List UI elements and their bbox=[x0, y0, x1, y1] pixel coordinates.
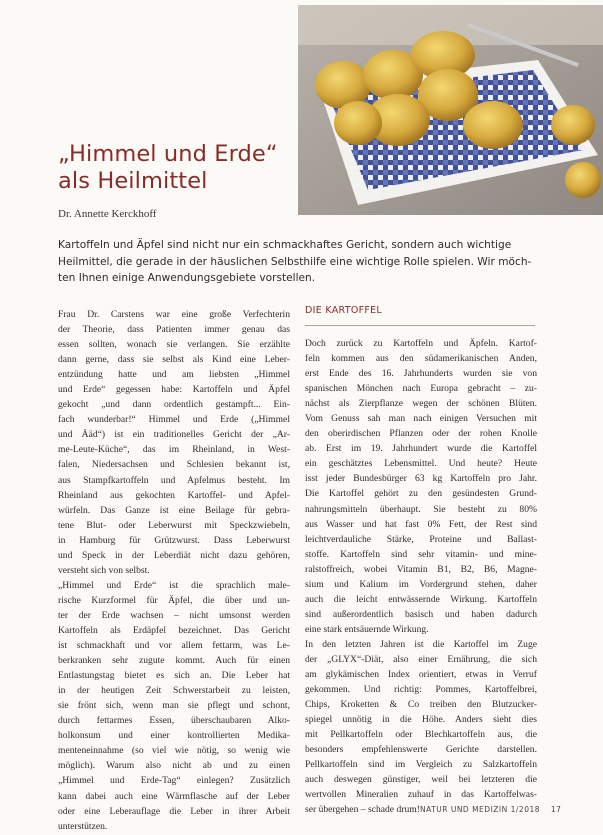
text-line: ser übergehen – schade drum! bbox=[305, 804, 420, 816]
text-line: durch fettarmes Essen, überschaubaren Alko- bbox=[58, 715, 290, 727]
text-line: sind außerordentlich basisch und haben dadurch bbox=[305, 608, 537, 620]
text-line: nächst als Zierpflanze wegen der schönen Blüten. bbox=[305, 398, 537, 410]
text-line: der Theorie, dass Patienten immer genau das bbox=[58, 324, 290, 336]
section-divider bbox=[305, 325, 535, 326]
text-line: menteneinnahme (so viel wie nötig, so wenig wie bbox=[58, 745, 290, 757]
text-line: Entlastungstag bietet es sich an. Die Leber hat bbox=[58, 670, 290, 682]
text-line: sium und Kalium im Vordergrund stehen, daher bbox=[305, 578, 537, 590]
text-line: ein geschätztes Lebensmittel. Und heute? Heute bbox=[305, 458, 537, 470]
text-line: holkonsum und einer kontrollierten Medika- bbox=[58, 730, 290, 742]
text-line: isst jeder Bundesbürger 63 kg Kartoffeln pro Jahr. bbox=[305, 473, 537, 485]
text-line: Doch zurück zu Kartoffeln und Äpfeln. Kartof- bbox=[305, 338, 537, 349]
intro-line: Heilmittel, die gerade in der häuslichen Selbsthilfe eine wichtige Rolle spielen. Wir möch- bbox=[58, 255, 532, 268]
text-line: berkranken sehr zugute kommt. Auch für einen bbox=[58, 655, 290, 667]
text-line: oder eine Leberauflage die Leber in ihrer Arbeit bbox=[58, 805, 290, 817]
title-line-1: „Himmel und Erde“ bbox=[58, 141, 278, 167]
text-line: in Hamburg für Grützwurst. Dass Leberwurst bbox=[58, 534, 290, 546]
text-line: ist schmackhaft und vor allem fettarm, was Le- bbox=[58, 640, 290, 652]
text-line: spanischen Mönchen nach Europa gebracht – zu- bbox=[305, 383, 537, 395]
potato-photo bbox=[298, 5, 603, 215]
text-line: fach wunderbar!“ Himmel und Erde („Himmel bbox=[58, 414, 290, 426]
text-line: ab. Erst im 19. Jahrhundert wurde die Kartoffel bbox=[305, 443, 537, 455]
text-line: erst Ende des 16. Jahrhunderts wurden sie von bbox=[305, 368, 537, 380]
text-line: der „GLYX“-Diät, also einer Ernährung, die sich bbox=[305, 653, 537, 665]
text-line: spiegel unnötig in die Höhe. Anders sieht dies bbox=[305, 714, 537, 726]
text-line: würfeln. Das Ganze ist eine Beilage für gebra- bbox=[58, 504, 290, 516]
right-column bbox=[305, 336, 537, 818]
text-line: und Speck in der Leberdiät nicht dazu gehören, bbox=[58, 549, 290, 561]
intro-paragraph bbox=[58, 237, 558, 287]
text-line: mit Pellkartoffeln oder Blechkartoffeln aus, die bbox=[305, 729, 537, 741]
text-line: In den letzten Jahren ist die Kartoffel im Zuge bbox=[305, 638, 537, 650]
text-line: „Himmel und Erde-Tag“ einlegen? Zusätzlich bbox=[58, 775, 290, 787]
text-line: auch deswegen günstiger, weil bei letzteren die bbox=[305, 774, 537, 786]
text-line: Kartoffeln als Erdäpfel bezeichnet. Das Gericht bbox=[58, 624, 290, 636]
intro-line: Kartoffeln und Äpfel sind nicht nur ein schmackhaftes Gericht, sondern auch wichtige bbox=[58, 239, 512, 251]
text-line: den oberirdischen Pflanzen oder der rohen Knolle bbox=[305, 428, 537, 440]
text-line: „Himmel und Erde“ ist die sprachlich male- bbox=[58, 579, 290, 591]
text-line: tene Blut- oder Leberwurst mit Speckzwiebeln, bbox=[58, 519, 290, 531]
text-line: dann gerne, dass sie selbst als Kind eine Leber- bbox=[58, 354, 290, 366]
text-line: aus Stampfkartoffeln und Apfelmus besteht. Im bbox=[58, 474, 290, 486]
text-line: besonders empfehlenswerte Gerichte darstellen. bbox=[305, 744, 537, 756]
text-line: Pellkartoffeln sind im Vergleich zu Salzkartoffeln bbox=[305, 759, 537, 771]
text-line: ralstoffreich, wobei Vitamin B1, B2, B6, Magne- bbox=[305, 563, 537, 575]
text-line: gekocht „und dann ordentlich gestampft... Ein- bbox=[58, 399, 290, 411]
text-line: rische Kurzformel für Äpfel, die über und un- bbox=[58, 594, 290, 606]
title-line-2: als Heilmittel bbox=[58, 168, 208, 194]
text-line: und Ääd“) ist ein traditionelles Gericht der „Ar- bbox=[58, 429, 290, 441]
text-line: wertvollen Mineralien zuhauf in das Kartoffelwas- bbox=[305, 789, 537, 801]
text-line: eine stark entsäuernde Wirkung. bbox=[305, 623, 429, 635]
text-line: me-Leute-Küche“, das im Rheinland, in West- bbox=[58, 444, 290, 456]
text-line: essen sollten, wonach sie verlangen. Sie erzählte bbox=[58, 339, 290, 351]
author-byline: Dr. Annette Kerckhoff bbox=[58, 208, 157, 220]
page-footer bbox=[420, 805, 561, 814]
section-heading: DIE KARTOFFEL bbox=[305, 305, 383, 316]
text-line: auch die leicht entwässernde Wirkung. Kartoffeln bbox=[305, 593, 537, 605]
text-line: aus Wasser und hat fast 0% Fett, der Rest sind bbox=[305, 518, 537, 530]
text-line: versteht sich von selbst. bbox=[58, 564, 150, 576]
text-line: sie frönt sich, wenn man sie pflegt und schont, bbox=[58, 700, 290, 712]
text-line: Chips, Kroketten & Co treiben den Blutzucker- bbox=[305, 699, 537, 711]
article-title bbox=[58, 141, 298, 195]
text-line: stoffe. Kartoffeln sind sehr vitamin- und mine- bbox=[305, 548, 537, 560]
text-line: am glykämischen Index orientiert, etwas in Verruf bbox=[305, 669, 537, 681]
text-line: feln kommen aus den südamerikanischen Anden, bbox=[305, 353, 537, 365]
text-line: leichtverdauliche Stärke, Proteine und Ballast- bbox=[305, 533, 537, 545]
left-column bbox=[58, 307, 290, 834]
text-line: gekommen. Und richtig: Pommes, Kartoffelbrei, bbox=[305, 684, 537, 696]
text-line: Rheinland aus gekochten Kartoffel- und Apfel- bbox=[58, 489, 290, 501]
text-line: kann dabei auch eine Wärmflasche auf der Leber bbox=[58, 790, 290, 802]
text-line: entzündung hatte und am liebsten „Himmel bbox=[58, 369, 290, 381]
page-number: 17 bbox=[550, 805, 562, 814]
text-line: ter der Erde wachsen – nicht umsonst werden bbox=[58, 609, 290, 621]
intro-line: ten Ihnen einige Anwendungsgebiete vorstellen. bbox=[58, 272, 316, 284]
text-line: falen, Niedersachsen und Schlesien bekannt ist, bbox=[58, 459, 290, 471]
text-line: unterstützen. bbox=[58, 820, 108, 832]
text-line: Frau Dr. Carstens war eine große Verfechterin bbox=[58, 309, 290, 320]
text-line: und Erde“ gegessen habe: Kartoffeln und Äpfel bbox=[58, 384, 290, 396]
text-line: möglich). Warum also nicht ab und zu einen bbox=[58, 760, 290, 772]
text-line: nahrungsmitteln überhaupt. Sie besteht zu 80% bbox=[305, 503, 537, 515]
text-line: Die Kartoffel gehört zu den gesündesten Grund- bbox=[305, 488, 537, 500]
magazine-name: NATUR UND MEDIZIN 1/2018 bbox=[420, 805, 541, 814]
text-line: in der heutigen Zeit Schwerstarbeit zu leisten, bbox=[58, 685, 290, 697]
text-line: Vom Genuss sah man nach einigen Versuchen mit bbox=[305, 413, 537, 425]
